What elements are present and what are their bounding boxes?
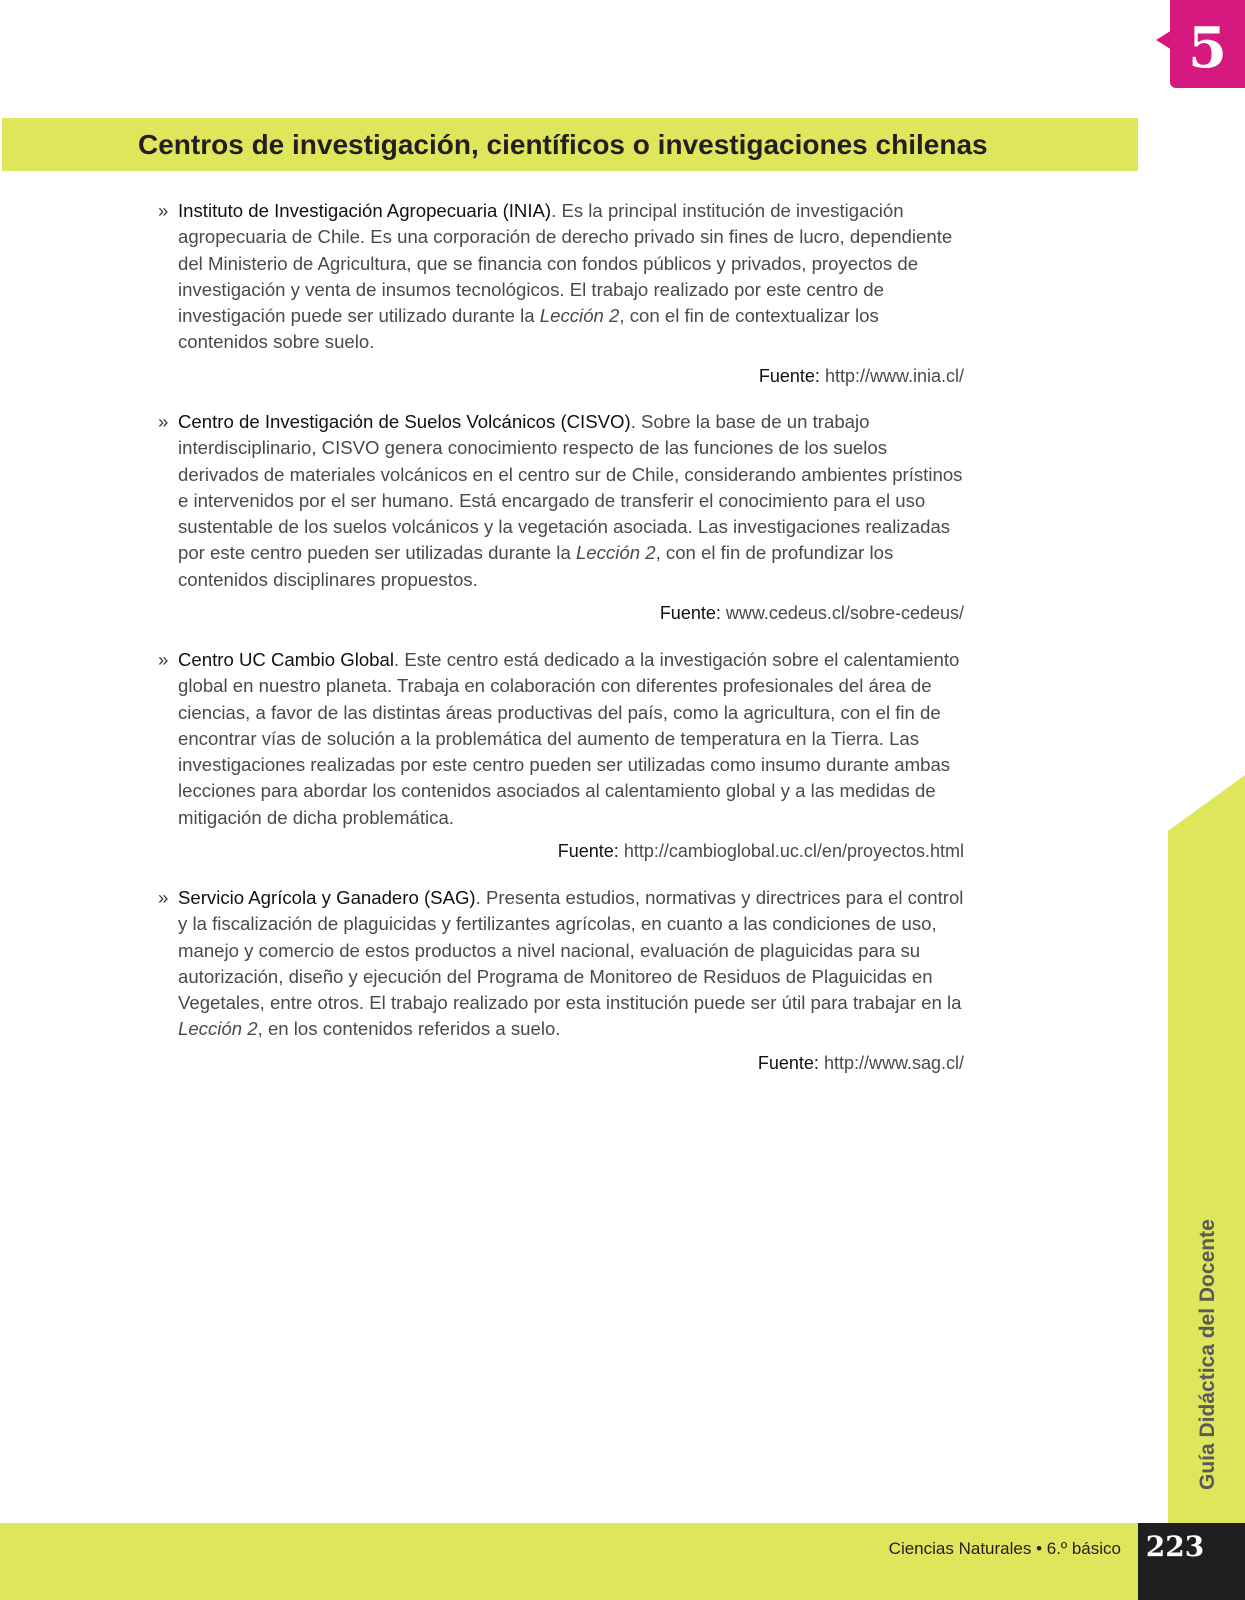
entry-cisvo [158,409,964,625]
entry-text [158,198,964,356]
source-label: Fuente: [659,603,721,624]
source-line [158,1051,964,1075]
entry-cambio-global [158,647,964,863]
entry-sag [158,885,964,1075]
source-url: www.cedeus.cl/sobre-cedeus/ [725,603,964,624]
unit-number: 5 [1188,15,1227,81]
sidebar-wedge [1168,775,1245,831]
source-line [158,364,964,388]
entry-name: Centro UC Cambio Global [178,649,394,670]
source-url: http://cambioglobal.uc.cl/en/proyectos.html [623,841,964,862]
bullet-icon: » [158,411,169,432]
section-title: Centros de investigación, científicos o investigaciones chilenas [138,129,988,160]
entry-text [158,647,964,831]
entry-description: . Es la principal institución de investigación agropecuaria de Chile. Es una corporación de derecho privado sin fines de lucro, dependiente del Ministerio de Agricultura, que se financia con fondos públicos y privados, proyectos de investigación y venta de insumos tecnológicos. El trabajo realizado por este centro de investigación puede ser utilizado durante la [178,200,953,327]
entry-text [158,409,964,593]
source-url: http://www.inia.cl/ [824,365,964,386]
bullet-icon: » [158,887,169,908]
entry-description: . Sobre la base de un trabajo interdisciplinario, CISVO genera conocimiento respecto de las funciones de los suelos derivados de materiales volcánicos en el centro sur de Chile, considerando ambientes prístinos e intervenidos por el ser humano. Está encargado de transferir el conocimiento para el uso sustentable de los suelos volcánicos y la vegetación asociada. Las investigaciones realizadas por este centro pueden ser utilizadas durante la [178,411,963,564]
bullet-icon: » [158,200,169,221]
entry-inia [158,198,964,388]
source-url: http://www.sag.cl/ [823,1052,964,1073]
source-label: Fuente: [757,1052,819,1073]
entry-name: Instituto de Investigación Agropecuaria (INIA) [178,200,552,221]
entry-text [158,885,964,1043]
entry-name: Centro de Investigación de Suelos Volcánicos (CISVO) [178,411,631,432]
lesson-reference: Lección 2 [575,542,656,564]
source-line [158,601,964,625]
lesson-reference: Lección 2 [539,305,620,327]
source-label: Fuente: [557,841,619,862]
bullet-icon: » [158,649,169,670]
page-number: 223 [1145,1530,1205,1563]
entry-description-end: , con el fin de profundizar los contenidos disciplinares propuestos. [178,542,894,590]
footer-subject: Ciencias Naturales • 6.º básico [888,1539,1121,1558]
source-line [158,839,964,863]
entry-description-end: , en los contenidos referidos a suelo. [257,1018,561,1040]
sidebar-label: Guía Didáctica del Docente [1196,1219,1219,1490]
entry-description: . Este centro está dedicado a la investigación sobre el calentamiento global en nuestro planeta. Trabaja en colaboración con diferentes profesionales del área de ciencias, a favor de las distintas áreas productivas del país, como la agricultura, con el fin de encontrar vías de solución a la problemática del aumento de temperatura en la Tierra. Las investigaciones realizadas por este centro pueden ser utilizadas como insumo durante ambas lecciones para abordar los contenidos asociados al calentamiento global y a las medidas de mitigación de dicha problemática. [178,649,960,828]
entry-name: Servicio Agrícola y Ganadero (SAG) [178,887,476,908]
entry-description: . Presenta estudios, normativas y directrices para el control y la fiscalización de plaguicidas y fertilizantes agrícolas, en cuanto a las condiciones de uso, manejo y comercio de estos productos a nivel nacional, evaluación de plaguicidas para su autorización, diseño y ejecución del Programa de Monitoreo de Residuos de Plaguicidas en Vegetales, entre otros. El trabajo realizado por esta institución puede ser útil para trabajar en la [178,887,964,1014]
lesson-reference: Lección 2 [178,1018,258,1040]
entry-description-end: , con el fin de contextualizar los contenidos sobre suelo. [178,305,879,353]
source-label: Fuente: [758,365,820,386]
